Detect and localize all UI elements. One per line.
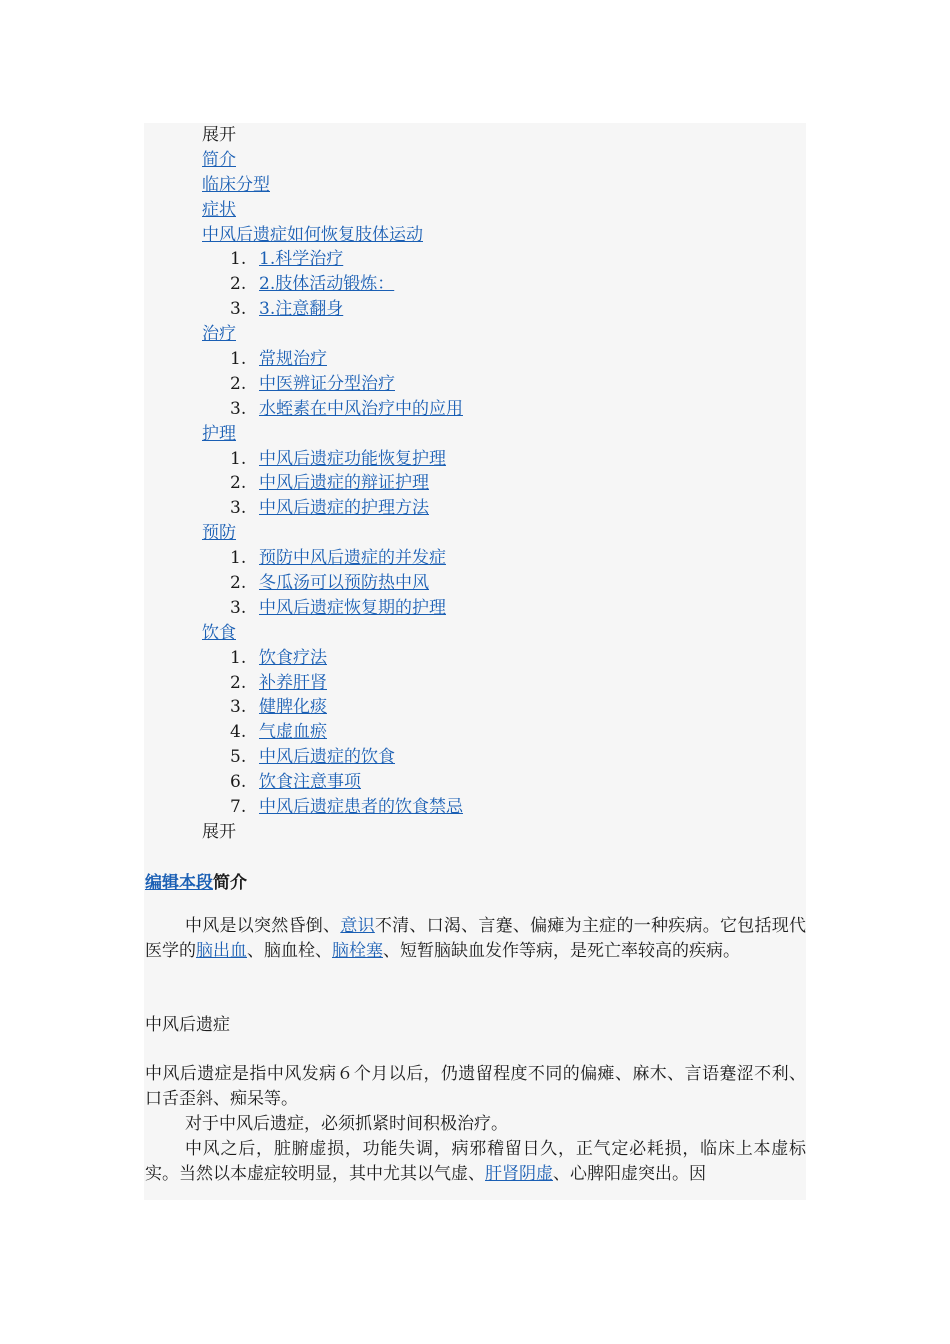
- toc-subitem-number: 1.: [230, 647, 247, 668]
- toc-subitem: [202, 795, 802, 820]
- text-span: 、脑血栓、: [247, 941, 332, 961]
- toc-subitem: [202, 720, 802, 745]
- toc-subitem: [202, 247, 802, 272]
- toc-subitem: [202, 347, 802, 372]
- toc-sublink[interactable]: 饮食注意事项: [259, 772, 361, 793]
- toc-subitem-number: 1.: [230, 249, 247, 270]
- toc-link[interactable]: 症状: [202, 199, 236, 220]
- toc-subitem: [202, 646, 802, 671]
- toc-subitem: [202, 297, 802, 322]
- toc-sublink[interactable]: 中风后遗症的护理方法: [259, 498, 429, 519]
- toc-subitem: [202, 272, 802, 297]
- toc-subitem: [202, 397, 802, 422]
- toc-sublink[interactable]: 中风后遗症患者的饮食禁忌: [259, 797, 463, 818]
- toc-item: [202, 621, 802, 646]
- toc-sublink[interactable]: 常规治疗: [259, 349, 327, 370]
- inline-link[interactable]: 脑栓塞: [332, 941, 383, 961]
- toc-sublink[interactable]: 预防中风后遗症的并发症: [259, 548, 446, 569]
- toc-sublink[interactable]: 1.科学治疗: [259, 249, 344, 270]
- toc-subitem-number: 1.: [230, 448, 247, 469]
- inline-link[interactable]: 意识: [340, 916, 375, 936]
- toc-subitem-number: 2.: [230, 274, 247, 295]
- subtitle: 中风后遗症: [145, 1015, 230, 1035]
- toc-sublink[interactable]: 中风后遗症的辩证护理: [259, 473, 429, 494]
- toc-subitem-number: 5.: [230, 747, 247, 768]
- toc-sublink[interactable]: 中风后遗症功能恢复护理: [259, 448, 446, 469]
- toc-subitem: [202, 447, 802, 472]
- toc-subitem: [202, 695, 802, 720]
- text-span: 不清、口渴、言蹇、偏瘫为主症的一种疾病。它包括现代医学的: [145, 916, 807, 961]
- toc-item: [202, 223, 802, 248]
- toc-subitem: [202, 471, 802, 496]
- text-span: 中风是以突然昏倒、: [185, 916, 341, 936]
- toc-subitem: [202, 745, 802, 770]
- toc-subitem: [202, 372, 802, 397]
- text-span: 、短暂脑缺血发作等病，是死亡率较高的疾病。: [383, 941, 740, 961]
- toc-link[interactable]: 简介: [202, 149, 236, 170]
- toc-subitem-number: 3.: [230, 498, 247, 519]
- urgent-paragraph: 对于中风后遗症，必须抓紧时间积极治疗。: [185, 1114, 508, 1134]
- toc-item: [202, 521, 802, 546]
- toc-sublink[interactable]: 3.注意翻身: [259, 299, 344, 320]
- toc-link[interactable]: 预防: [202, 523, 236, 544]
- toc-subitem-number: 6.: [230, 772, 247, 793]
- toc-subitem-number: 2.: [230, 373, 247, 394]
- toc-subitem-number: 3.: [230, 398, 247, 419]
- edit-section-link[interactable]: 编辑本段: [145, 873, 213, 893]
- toc-sublink[interactable]: 中风后遗症恢复期的护理: [259, 597, 446, 618]
- toc-subitem-number: 3.: [230, 597, 247, 618]
- text-span: 中风之后，脏腑虚损，功能失调，病邪稽留日久，正气定必耗损，临床上本虚标实。当然以本虚症较明显，其中尤其以气虚、: [145, 1139, 806, 1184]
- toc-item: [202, 422, 802, 447]
- definition-paragraph: 中风后遗症是指中风发病６个月以后，仍遗留程度不同的偏瘫、麻木、言语蹇涩不利、口舌歪斜、痴呆等。: [145, 1064, 806, 1109]
- toc-subitem-number: 2.: [230, 672, 247, 693]
- inline-link[interactable]: 肝肾阴虚: [485, 1164, 553, 1184]
- toc-subitem: [202, 571, 802, 596]
- inline-link[interactable]: 脑出血: [196, 941, 247, 961]
- toc-sublink[interactable]: 气虚血瘀: [259, 722, 327, 743]
- toc-subitem: [202, 671, 802, 696]
- toc-subitem-number: 3.: [230, 299, 247, 320]
- toc-sublink[interactable]: 2.肢体活动锻炼：: [259, 274, 395, 295]
- toc-sublink[interactable]: 中风后遗症的饮食: [259, 747, 395, 768]
- toc-sublink[interactable]: 饮食疗法: [259, 647, 327, 668]
- toc-link[interactable]: 护理: [202, 423, 236, 444]
- toc-sublink[interactable]: 冬瓜汤可以预防热中风: [259, 573, 429, 594]
- toc-subitem-number: 4.: [230, 722, 247, 743]
- toc-sublink[interactable]: 补养肝肾: [259, 672, 327, 693]
- toc-sublink[interactable]: 水蛭素在中风治疗中的应用: [259, 398, 463, 419]
- table-of-contents: [202, 123, 802, 845]
- toc-expand-top: 展开: [202, 125, 236, 145]
- toc-subitem-number: 1.: [230, 349, 247, 370]
- toc-item: [202, 322, 802, 347]
- toc-expand-bottom: 展开: [202, 821, 236, 842]
- toc-subitem: [202, 596, 802, 621]
- toc-link[interactable]: 饮食: [202, 622, 236, 643]
- text-span: 、心脾阳虚突出。因: [553, 1164, 706, 1184]
- toc-link[interactable]: 临床分型: [202, 174, 270, 195]
- toc-subitem: [202, 770, 802, 795]
- toc-subitem: [202, 496, 802, 521]
- section-title: 简介: [213, 873, 247, 893]
- cause-paragraph: [145, 1137, 806, 1187]
- toc-sublink[interactable]: 健脾化痰: [259, 697, 327, 718]
- toc-sublink[interactable]: 中医辨证分型治疗: [259, 373, 395, 394]
- toc-subitem-number: 2.: [230, 473, 247, 494]
- toc-subitem-number: 2.: [230, 573, 247, 594]
- toc-subitem-number: 3.: [230, 697, 247, 718]
- toc-subitem-number: 1.: [230, 548, 247, 569]
- toc-link[interactable]: 中风后遗症如何恢复肢体运动: [202, 224, 423, 245]
- toc-item: [202, 198, 802, 223]
- toc-link[interactable]: 治疗: [202, 324, 236, 345]
- intro-paragraph: [145, 914, 806, 964]
- toc-subitem-number: 7.: [230, 797, 247, 818]
- section-heading: [145, 868, 247, 893]
- toc-subitem: [202, 546, 802, 571]
- toc-item: [202, 148, 802, 173]
- toc-item: [202, 173, 802, 198]
